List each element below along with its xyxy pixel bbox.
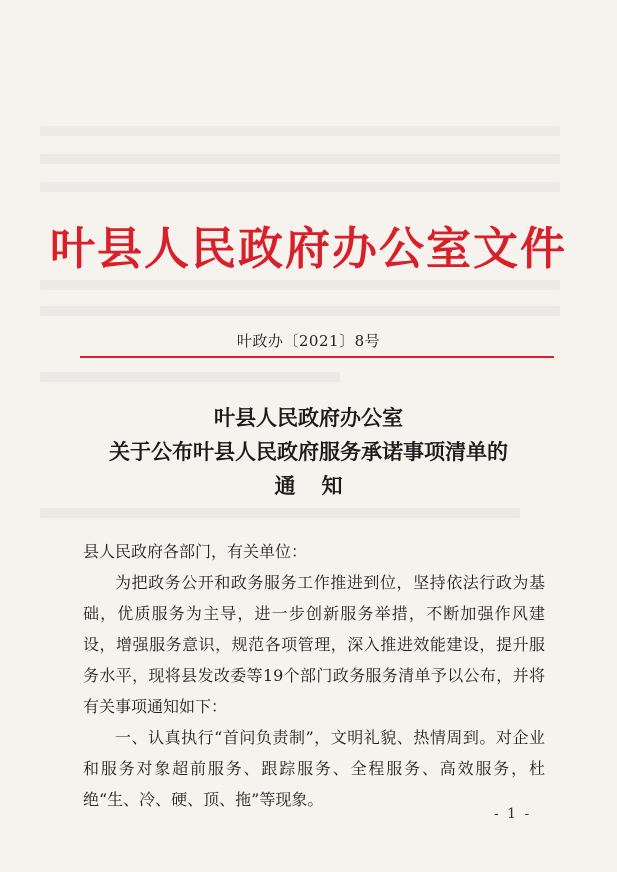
document-header-title: 叶县人民政府办公室文件 [49,222,567,275]
bleed-through-line [40,306,560,316]
bleed-through-line [40,280,560,290]
page-number: - 1 - [494,806,532,822]
notice-title-line3: 通知 [274,473,369,498]
body-paragraph-2: 一、认真执行“首问负责制”，文明礼貌、热情周到。对企业和服务对象超前服务、跟踪服务、全程服务、高效服务，杜绝“生、冷、硬、顶、拖”等现象。 [83,728,545,809]
bleed-through-line [40,126,560,136]
bleed-through-line [40,182,560,192]
notice-title-line2: 关于公布叶县人民政府服务承诺事项清单的 [109,439,508,464]
bleed-through-line [40,508,520,518]
bleed-through-line [40,372,340,382]
header-red-rule [80,356,554,358]
notice-title-line1: 叶县人民政府办公室 [214,405,403,430]
body-paragraph-1: 为把政务公开和政务服务工作推进到位，坚持依法行政为基础，优质服务为主导，进一步创新服务举措，不断加强作风建设，增强服务意识，规范各项管理，深入推进效能建设，提升服务水平，现将县发改委等19个部门政务服务清单予以公布，并将有关事项通知如下： [83,573,545,716]
document-number: 叶政办〔2021〕8号 [236,332,381,350]
bleed-through-line [40,154,560,164]
salutation: 县人民政府各部门，有关单位： [83,542,308,561]
